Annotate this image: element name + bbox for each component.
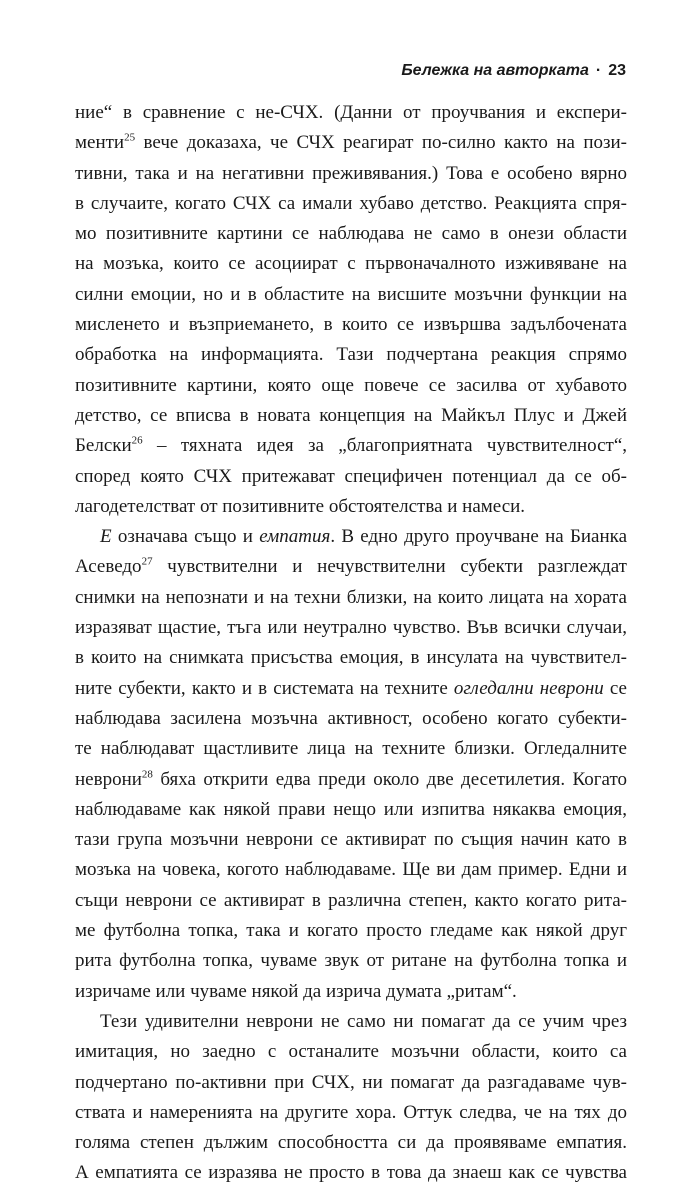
text-run: мисленето и възприемането, в които се извършва задълбочената: [75, 314, 627, 336]
text-run: снимки на непознати и на техни близки, на които лицата на хората: [75, 586, 627, 608]
footnote-ref: 28: [141, 768, 153, 781]
text-run: обработка на информацията. Тази подчертана реакция спрямо: [75, 344, 627, 366]
text-run: подчертано по-активни при СЧХ, ни помагат да разгадаваме чув-: [75, 1071, 627, 1093]
text-run: те наблюдават щастливите лица на техните близки. Огледалните: [75, 738, 627, 760]
text-run: рита футболна топка, чуваме звук от ритане на футболна топка и: [75, 950, 627, 972]
text-line: [75, 1068, 627, 1098]
text-run: А емпатията се изразява не просто в това да знаеш как се чувства: [75, 1162, 627, 1184]
running-header: [401, 62, 626, 80]
text-run: ствата и намеренията на другите хора. Оттук следва, че на тях до: [75, 1101, 627, 1123]
text-line: [75, 371, 627, 401]
text-run: бяха открити едва преди около две десетилетия. Когато: [152, 768, 627, 790]
text-run: тивни, така и на негативни преживявания.) Това е особено вярно: [75, 162, 627, 184]
text-run: менти: [75, 132, 125, 154]
text-line: [75, 1037, 627, 1067]
text-run: според която СЧХ притежават специфичен потенциал да се об-: [75, 465, 627, 487]
text-line: [75, 734, 627, 764]
text-line: [75, 340, 627, 370]
text-run: изразяват щастие, тъга или неутрално чувство. Във всички случаи,: [75, 617, 627, 639]
text-line: [75, 462, 627, 492]
paragraph: [75, 98, 627, 522]
text-line: [75, 401, 627, 431]
text-run: наблюдава засилена мозъчна активност, особено когато субекти-: [75, 707, 627, 729]
text-line: [75, 643, 627, 673]
text-line: [75, 159, 627, 189]
text-run: Белски: [75, 435, 132, 457]
text-line: [75, 1007, 627, 1037]
chapter-title: Бележка на авторката: [401, 62, 589, 79]
text-run: голяма степен дължим способността си да проявяваме емпатия.: [75, 1132, 627, 1154]
text-line: [75, 219, 627, 249]
paragraph: [75, 522, 627, 1007]
text-run: детство, се вписва в новата концепция на Майкъл Плус и Джей: [75, 404, 627, 426]
text-run: тази група мозъчни неврони се активират по същия начин като в: [75, 829, 627, 851]
emphasis: емпатия: [259, 526, 331, 548]
emphasis: Е: [100, 526, 112, 548]
text-line: [75, 431, 627, 461]
text-line: [75, 704, 627, 734]
text-line: [75, 855, 627, 885]
text-run: позитивните картини, която още повече се засилва от хубавото: [75, 374, 627, 396]
text-run: мо позитивните картини се наблюдава не само в онези области: [75, 223, 627, 245]
emphasis: огледални неврони: [453, 677, 604, 699]
text-run: мозъка на човека, когото наблюдаваме. Ще ви дам пример. Едни и: [75, 859, 627, 881]
text-line: [75, 583, 627, 613]
text-run: ние“ в сравнение с не-СЧХ. (Данни от проучвания и експери-: [75, 102, 627, 123]
text-line: [75, 613, 627, 643]
text-run: – тяхната идея за „благоприятната чувствителност“,: [142, 435, 627, 457]
text-run: неврони: [75, 768, 142, 790]
body-text: [75, 98, 627, 1189]
header-separator: ·: [595, 62, 602, 79]
text-run: ните субекти, както и в системата на техните: [75, 677, 454, 699]
text-line: [75, 1128, 627, 1158]
text-run: изричаме или чуваме някой да изрича думата „ритам“.: [75, 980, 517, 1002]
text-line: [75, 916, 627, 946]
text-line: [75, 280, 627, 310]
text-run: лагодетелстват от позитивните обстоятелства и намеси.: [75, 495, 526, 517]
text-run: в случаите, когато СЧХ са имали хубаво детство. Реакцията спря-: [75, 192, 627, 214]
text-line: [75, 1158, 627, 1188]
text-line: [75, 765, 627, 795]
text-run: се: [603, 677, 627, 699]
text-line: [75, 310, 627, 340]
text-line: [75, 674, 627, 704]
text-line: [75, 1098, 627, 1128]
text-run: Тези удивителни неврони не само ни помагат да се учим чрез: [100, 1010, 627, 1032]
text-run: на мозъка, които се асоциират с първоначалното изживяване на: [75, 253, 627, 275]
text-run: имитация, но заедно с останалите мозъчни области, които са: [75, 1041, 627, 1063]
text-line: [75, 825, 627, 855]
text-run: Асеведо: [75, 556, 142, 578]
text-run: вече доказаха, че СЧХ реагират по-силно както на пози-: [135, 132, 627, 154]
page-number: 23: [608, 62, 626, 79]
text-run: . В едно друго проучване на Бианка: [330, 526, 627, 548]
paragraph: [75, 1007, 627, 1189]
text-run: ме футболна топка, така и когато просто гледаме как някой друг: [75, 920, 627, 942]
footnote-ref: 26: [131, 434, 143, 447]
text-line: [75, 946, 627, 976]
text-run: същи неврони се активират в различна степен, както когато рита-: [75, 889, 627, 911]
text-line: [75, 977, 627, 1007]
text-run: в които на снимката присъства емоция, в инсулата на чувствител-: [75, 647, 627, 669]
text-line: [75, 552, 627, 582]
text-line: [75, 249, 627, 279]
text-run: означава също и: [111, 526, 260, 548]
text-line: [75, 886, 627, 916]
text-run: силни емоции, но и в областите на висшите мозъчни функции на: [75, 283, 627, 305]
text-line: [75, 795, 627, 825]
footnote-ref: 25: [124, 131, 136, 144]
text-line: [75, 128, 627, 158]
text-line: [75, 522, 627, 552]
text-line: [75, 189, 627, 219]
text-line: [75, 492, 627, 522]
text-run: наблюдаваме как някой прави нещо или изпитва някаква емоция,: [75, 798, 627, 820]
footnote-ref: 27: [141, 556, 153, 569]
text-line: [75, 98, 627, 128]
text-run: чувствителни и нечувствителни субекти разглеждат: [152, 556, 627, 578]
